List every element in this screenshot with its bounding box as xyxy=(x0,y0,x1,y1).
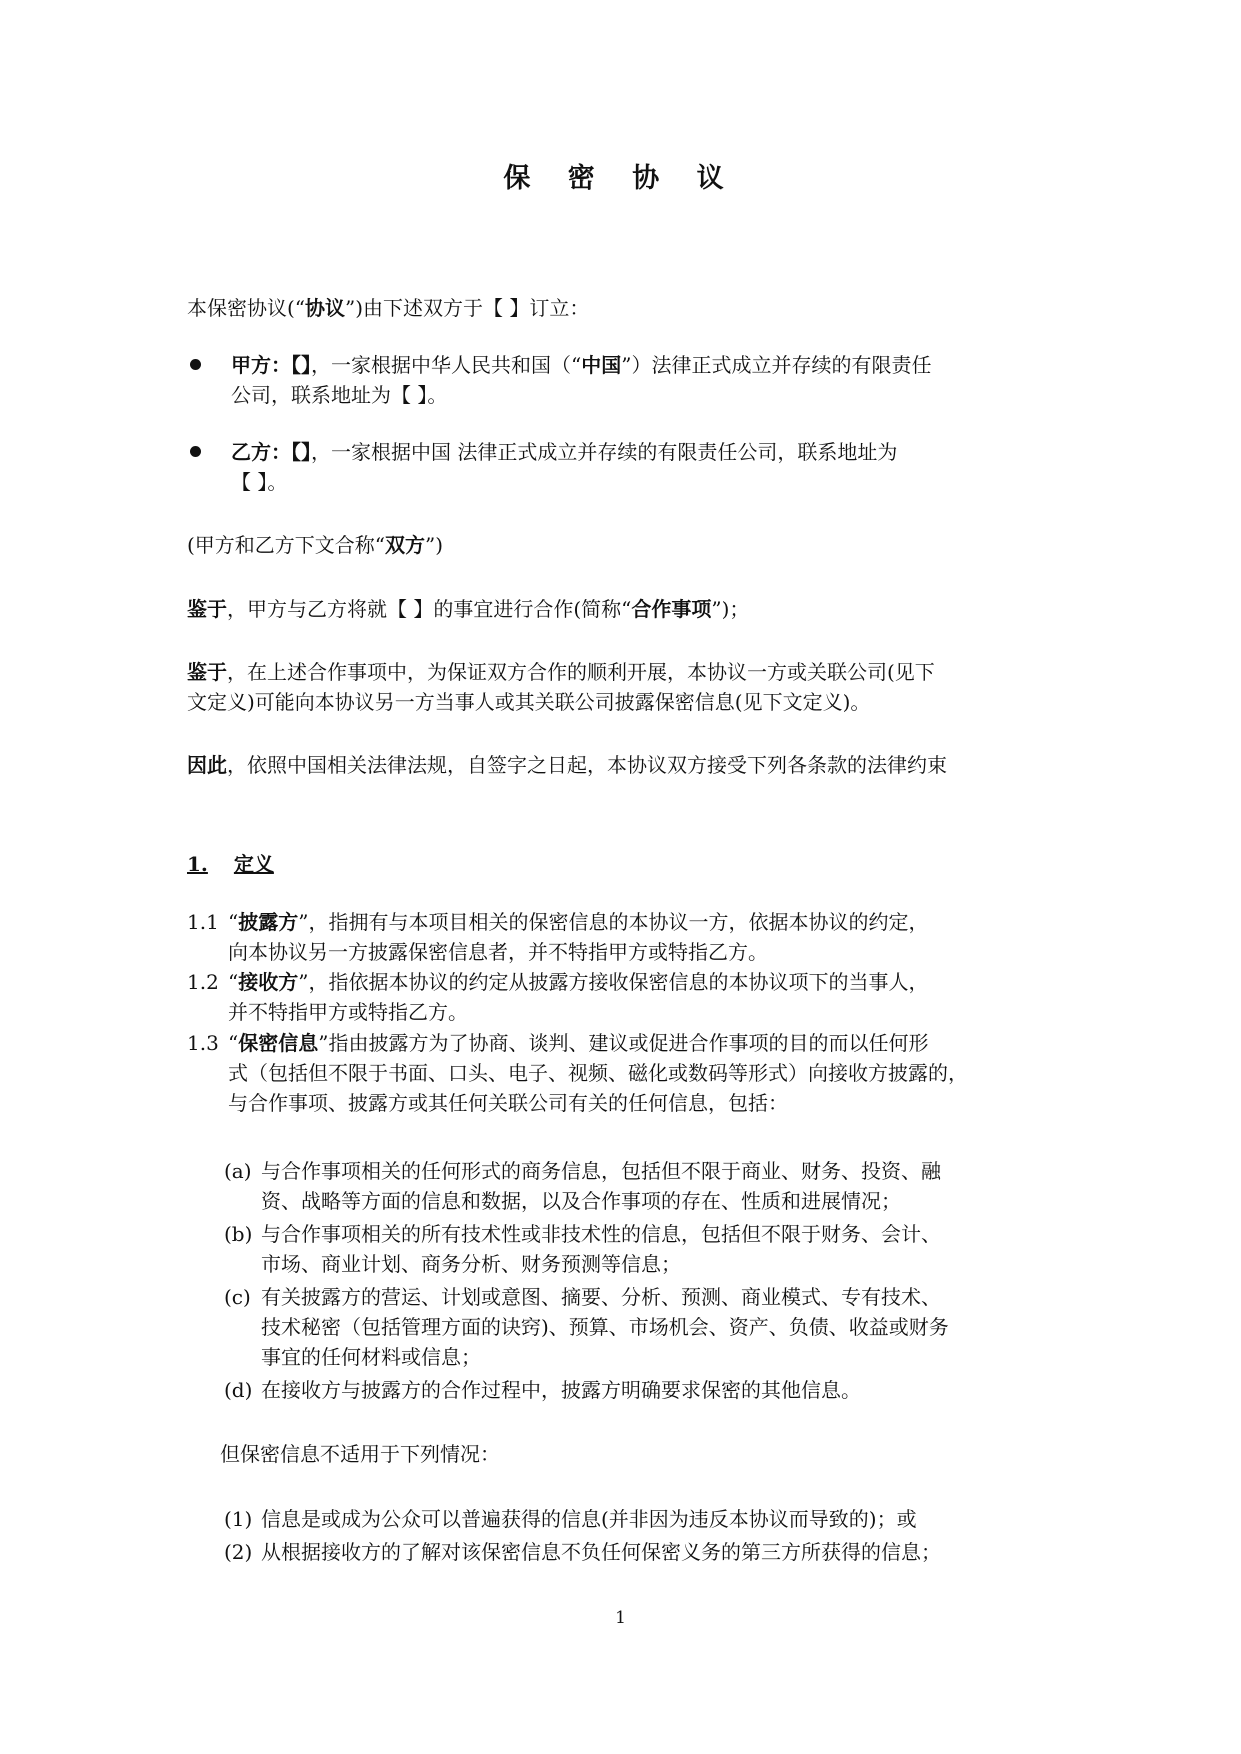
clause-term: 保密信息 xyxy=(238,1031,319,1055)
section-heading xyxy=(187,850,274,878)
quote-close: ” xyxy=(298,970,309,994)
item-label: (c) xyxy=(224,1285,251,1309)
clause-1-1-line1 xyxy=(228,908,928,936)
party-a-text: ，一家根据中华人民共和国（“ xyxy=(311,353,582,377)
clause-1-3-line1 xyxy=(228,1029,928,1057)
whereas-text: ，在上述合作事项中，为保证双方合作的顺利开展，本协议一方或关联公司(见下 xyxy=(227,660,935,684)
party-b-line1 xyxy=(231,438,897,466)
intro-text: 本保密协议(“ xyxy=(187,296,306,320)
whereas-term: 合作事项 xyxy=(631,597,712,621)
item-c-line2: 技术秘密（包括管理方面的诀窍)、预算、市场机会、资产、负债、收益或财务 xyxy=(261,1315,949,1339)
item-a-line2: 资、战略等方面的信息和数据，以及合作事项的存在、性质和进展情况； xyxy=(261,1189,901,1213)
party-a-line1 xyxy=(231,351,931,379)
parties-text: (甲方和乙方下文合称“ xyxy=(187,533,386,557)
clause-number: 1.2 xyxy=(187,970,219,994)
clause-text: 指由披露方为了协商、谈判、建议或促进合作事项的目的而以任何形 xyxy=(328,1031,929,1055)
whereas-paragraph-1 xyxy=(187,595,749,623)
whereas-keyword: 鉴于 xyxy=(187,660,227,684)
intro-term: 协议 xyxy=(305,296,346,320)
exclusion-label: (1) xyxy=(224,1507,253,1531)
whereas-paragraph-2-line2: 文定义)可能向本协议另一方当事人或其关联公司披露保密信息(见下文定义)。 xyxy=(187,690,871,714)
clause-1-2-line2: 并不特指甲方或特指乙方。 xyxy=(228,1000,468,1024)
clause-text: ，指拥有与本项目相关的保密信息的本协议一方，依据本协议的约定， xyxy=(308,910,929,934)
clause-1-2-line1 xyxy=(228,968,928,996)
party-b-line2: 【 】。 xyxy=(231,470,288,494)
party-a-text-end: ”）法律正式成立并存续的有限责任 xyxy=(621,353,932,377)
parties-term: 双方 xyxy=(385,533,426,557)
party-a-label: 甲方：【】 xyxy=(231,353,311,377)
section-title: 定义 xyxy=(233,852,274,876)
item-d-line1: 在接收方与披露方的合作过程中，披露方明确要求保密的其他信息。 xyxy=(261,1378,861,1402)
exclusion-1-text: 信息是或成为公众可以普遍获得的信息(并非因为违反本协议而导致的)；或 xyxy=(261,1507,917,1531)
clause-1-3-line3: 与合作事项、披露方或其任何关联公司有关的任何信息，包括： xyxy=(228,1091,788,1115)
page-number: 1 xyxy=(615,1608,626,1628)
therefore-paragraph xyxy=(187,751,947,779)
clause-term: 披露方 xyxy=(238,910,299,934)
parties-text-end: ”) xyxy=(425,533,444,557)
whereas-text-end: ”)； xyxy=(711,597,750,621)
clause-term: 接收方 xyxy=(238,970,299,994)
quote-open: “ xyxy=(228,1031,239,1055)
clause-1-3-line2: 式（包括但不限于书面、口头、电子、视频、磁化或数码等形式）向接收方披露的， xyxy=(228,1061,968,1085)
item-a-line1: 与合作事项相关的任何形式的商务信息，包括但不限于商业、财务、投资、融 xyxy=(261,1159,941,1183)
item-b-line1: 与合作事项相关的所有技术性或非技术性的信息，包括但不限于财务、会计、 xyxy=(261,1222,941,1246)
quote-open: “ xyxy=(228,970,239,994)
bullet-icon xyxy=(190,446,201,457)
exclusion-intro: 但保密信息不适用于下列情况： xyxy=(220,1442,500,1466)
intro-paragraph xyxy=(187,294,589,322)
therefore-keyword: 因此 xyxy=(187,753,227,777)
quote-open: “ xyxy=(228,910,239,934)
clause-text: ，指依据本协议的约定从披露方接收保密信息的本协议项下的当事人， xyxy=(308,970,929,994)
party-a-term: 中国 xyxy=(581,353,622,377)
document-title: 保 密 协 议 xyxy=(503,163,738,194)
clause-number: 1.3 xyxy=(187,1031,219,1055)
exclusion-2-text: 从根据接收方的了解对该保密信息不负任何保密义务的第三方所获得的信息； xyxy=(261,1540,941,1564)
therefore-text: ，依照中国相关法律法规，自签字之日起，本协议双方接受下列各条款的法律约束 xyxy=(227,753,947,777)
quote-close: ” xyxy=(318,1031,329,1055)
item-label: (a) xyxy=(224,1159,252,1183)
intro-text-end: ”)由下述双方于【 】订立： xyxy=(345,296,590,320)
quote-close: ” xyxy=(298,910,309,934)
party-b-text: ，一家根据中国 法律正式成立并存续的有限责任公司，联系地址为 xyxy=(311,440,898,464)
whereas-text: ，甲方与乙方将就【 】的事宜进行合作(简称“ xyxy=(227,597,632,621)
clause-number: 1.1 xyxy=(187,910,219,934)
item-b-line2: 市场、商业计划、商务分析、财务预测等信息； xyxy=(261,1252,681,1276)
party-b-label: 乙方：【】 xyxy=(231,440,311,464)
item-label: (d) xyxy=(224,1378,253,1402)
item-c-line1: 有关披露方的营运、计划或意图、摘要、分析、预测、商业模式、专有技术、 xyxy=(261,1285,941,1309)
section-number: 1. xyxy=(187,852,208,876)
whereas-paragraph-2-line1 xyxy=(187,658,935,686)
party-a-line2: 公司，联系地址为【 】。 xyxy=(231,383,448,407)
item-c-line3: 事宜的任何材料或信息； xyxy=(261,1345,481,1369)
bullet-icon xyxy=(190,359,201,370)
item-label: (b) xyxy=(224,1222,253,1246)
parties-definition xyxy=(187,531,443,559)
exclusion-label: (2) xyxy=(224,1540,253,1564)
whereas-keyword: 鉴于 xyxy=(187,597,227,621)
clause-1-1-line2: 向本协议另一方披露保密信息者，并不特指甲方或特指乙方。 xyxy=(228,940,768,964)
